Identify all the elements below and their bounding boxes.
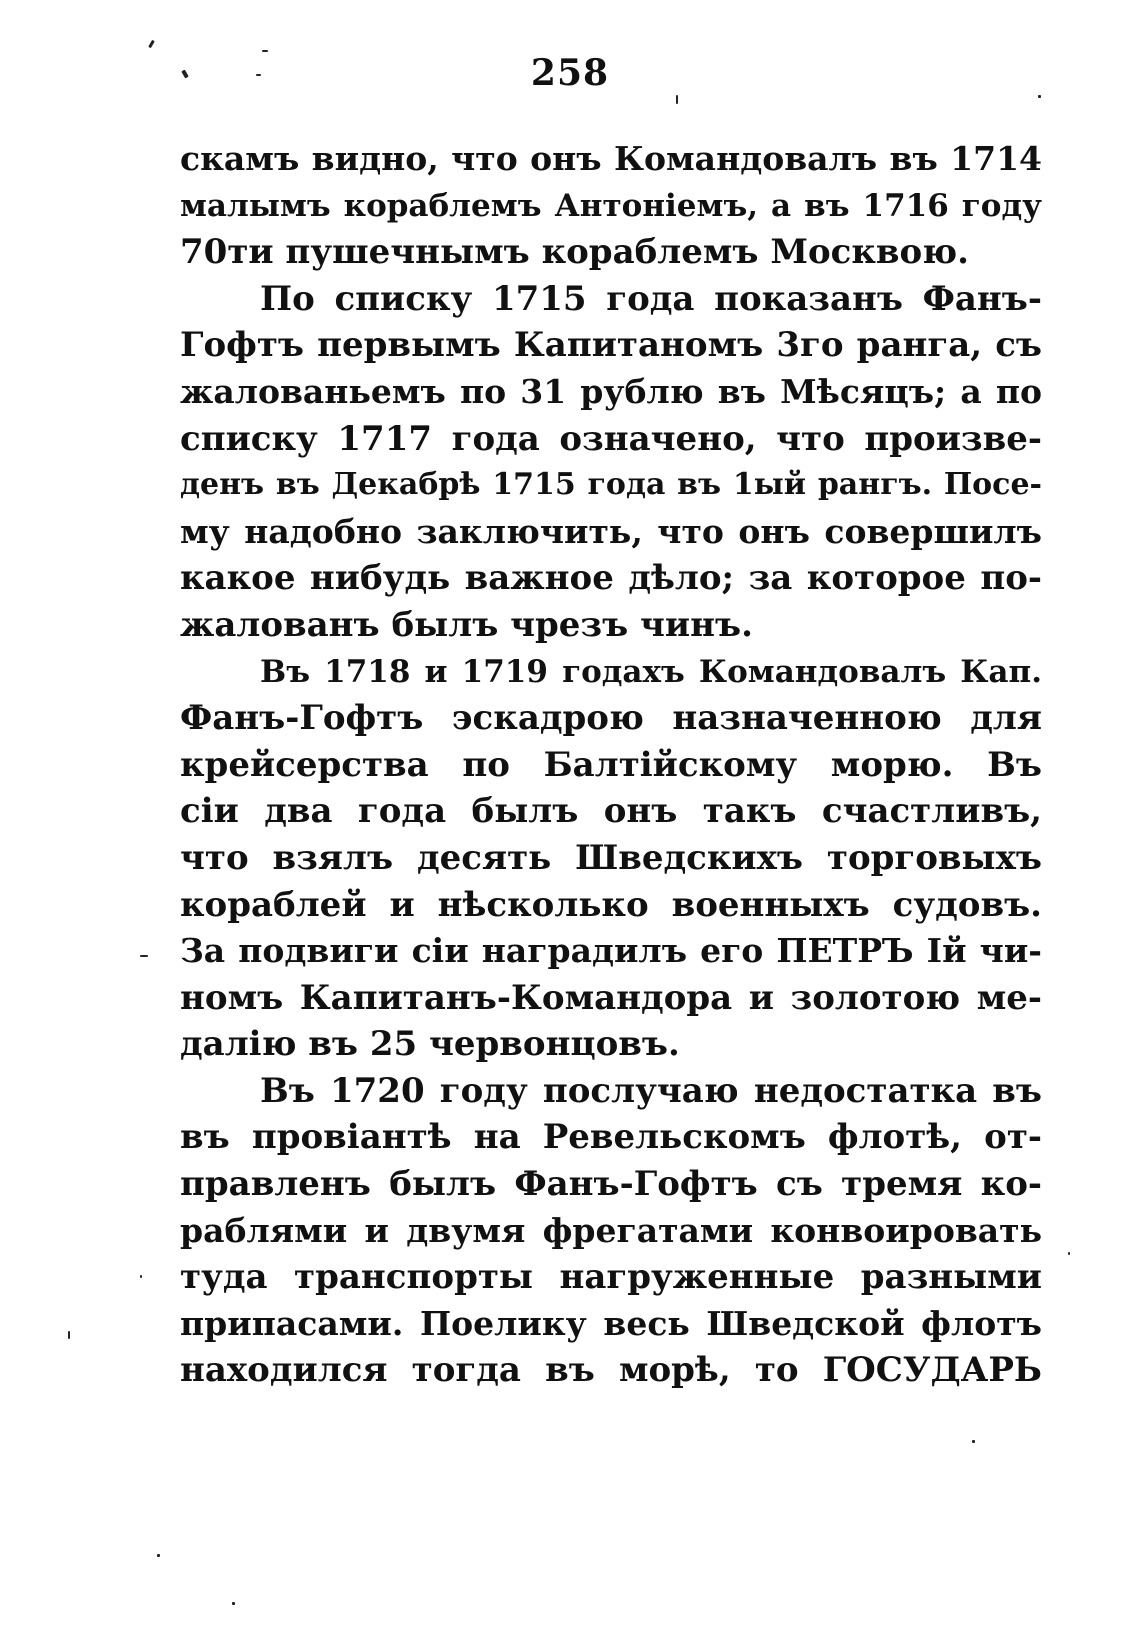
text-line: Въ 1720 году послучаю недостатка въ bbox=[260, 1070, 1042, 1111]
text-line: сіи два года былъ онъ такъ счастливъ, bbox=[180, 791, 1042, 832]
text-line: какое нибудь важное дѣло; за которое по- bbox=[180, 558, 1042, 599]
text-line: списку 1717 года означено, что произве- bbox=[180, 418, 1042, 459]
scan-speck bbox=[1068, 1252, 1070, 1255]
text-line: припасами. Поелику весь Шведской флотъ bbox=[180, 1303, 1042, 1343]
scan-speck bbox=[68, 1331, 70, 1339]
scan-speck bbox=[232, 1602, 235, 1605]
body-text bbox=[180, 136, 1042, 1394]
text-line: въ провіантѣ на Ревельскомъ флотѣ, от- bbox=[180, 1117, 1042, 1158]
scan-speck bbox=[157, 1554, 160, 1557]
scan-speck bbox=[140, 1275, 142, 1278]
text-line: туда транспорты нагруженные разными bbox=[180, 1257, 1042, 1298]
text-line: жалованъ былъ чрезъ чинъ. bbox=[180, 604, 753, 645]
scan-speck bbox=[1038, 95, 1041, 98]
text-line: скамъ видно, что онъ Командовалъ въ 1714 bbox=[180, 139, 1042, 178]
scan-speck bbox=[972, 1440, 975, 1443]
text-line: Въ 1718 и 1719 годахъ Командовалъ Кап. bbox=[260, 653, 1042, 690]
scan-speck bbox=[140, 955, 148, 957]
text-line: му надобно заключить, что онъ совершилъ bbox=[180, 511, 1042, 551]
text-line: За подвиги сіи наградилъ его ПЕТРЪ Iй чи- bbox=[180, 931, 1042, 971]
text-line: далію въ 25 червонцовъ. bbox=[180, 1024, 680, 1065]
text-line: номъ Капитанъ-Командора и золотою ме- bbox=[180, 977, 1042, 1018]
text-line: денъ въ Декабрѣ 1715 года въ 1ый рангъ. Посе- bbox=[180, 467, 1042, 503]
text-line: что взялъ десять Шведскихъ торговыхъ bbox=[180, 837, 1042, 878]
page-number: 258 bbox=[530, 52, 610, 94]
text-line: жалованьемъ по 31 рублю въ Мѣсяцъ; а по bbox=[180, 371, 1042, 411]
text-line: 70ти пушечнымъ кораблемъ Москвою. bbox=[180, 232, 969, 273]
text-line: Фанъ-Гофтъ эскадрою назначенною для bbox=[180, 698, 1042, 739]
text-line: находился тогда въ морѣ, то ГОСУДАРЬ bbox=[180, 1350, 1042, 1391]
text-line: крейсерства по Балтійскому морю. Въ bbox=[180, 744, 1042, 785]
text-line: Гофтъ первымъ Капитаномъ 3го ранга, съ bbox=[180, 325, 1042, 366]
scan-speck bbox=[148, 40, 155, 48]
text-line: малымъ кораблемъ Антоніемъ, а въ 1716 году bbox=[180, 187, 1042, 224]
text-line: кораблей и нѣсколько военныхъ судовъ. bbox=[180, 884, 1042, 925]
text-line: правленъ былъ Фанъ-Гофтъ съ тремя ко- bbox=[180, 1164, 1042, 1205]
scan-speck bbox=[256, 74, 261, 76]
scan-speck bbox=[262, 50, 268, 52]
text-line: раблями и двумя фрегатами конвоировать bbox=[180, 1210, 1042, 1250]
scan-speck bbox=[676, 95, 678, 104]
text-line: По списку 1715 года показанъ Фанъ- bbox=[260, 278, 1042, 319]
